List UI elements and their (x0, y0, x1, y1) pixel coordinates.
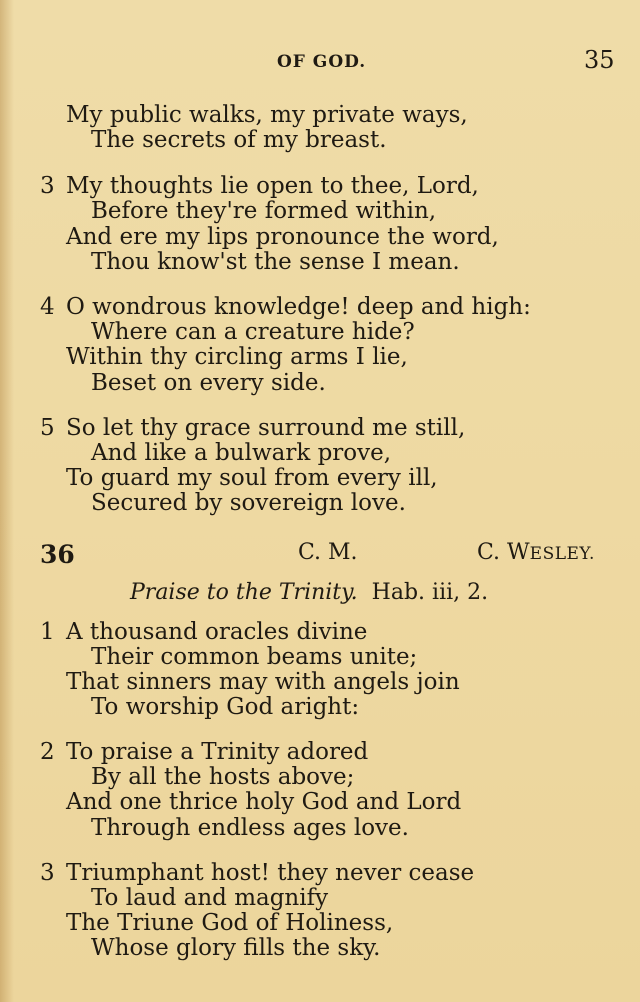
stanza-line: To praise a Trinity adored (66, 739, 369, 765)
stanza-line: Where can a creature hide? (91, 319, 415, 345)
stanza-line: Their common beams unite; (91, 644, 418, 670)
stanza-line: To guard my soul from every ill, (66, 465, 438, 491)
stanza-line: And like a bulwark prove, (91, 440, 392, 466)
hymn-author (477, 540, 595, 565)
stanza-number: 3 (40, 173, 55, 199)
stanza-number: 4 (40, 294, 55, 320)
stanza-line: By all the hosts above; (91, 764, 355, 790)
hymn-number: 36 (40, 540, 75, 569)
author-surname-rest: ESLEY. (529, 544, 595, 564)
stanza-line: My thoughts lie open to thee, Lord, (66, 173, 479, 199)
author-initial: C. W (477, 540, 530, 565)
stanza-line: And one thrice holy God and Lord (66, 789, 462, 815)
stanza-line: Whose glory fills the sky. (91, 935, 381, 961)
stanza-number: 1 (40, 619, 55, 645)
hymn-meter: C. M. (298, 540, 358, 565)
stanza-line: O wondrous knowledge! deep and high: (66, 294, 531, 320)
stanza-line: The secrets of my breast. (91, 127, 387, 153)
stanza-line: Before they're formed within, (91, 198, 437, 224)
stanza-number: 3 (40, 860, 55, 886)
stanza-line: A thousand oracles divine (66, 619, 368, 645)
stanza-line: The Triune God of Holiness, (66, 910, 394, 936)
hymn-title: Praise to the Trinity. (130, 580, 358, 605)
stanza-number: 2 (40, 739, 55, 765)
stanza-number: 5 (40, 415, 55, 441)
stanza-line: Secured by sovereign love. (91, 490, 406, 516)
running-head: OF GOD. (277, 52, 367, 72)
stanza-line: To laud and magnify (91, 885, 329, 911)
stanza-line: Thou know'st the sense I mean. (91, 249, 460, 275)
hymn-title-line (130, 580, 488, 605)
stanza-line: My public walks, my private ways, (66, 102, 468, 128)
stanza-line: Within thy circling arms I lie, (66, 344, 408, 370)
scripture-reference: Hab. iii, 2. (371, 580, 489, 605)
stanza-line: To worship God aright: (91, 694, 360, 720)
stanza-line: So let thy grace surround me still, (66, 415, 466, 441)
stanza-line: And ere my lips pronounce the word, (66, 224, 499, 250)
stanza-line: Triumphant host! they never cease (66, 860, 475, 886)
stanza-line: Through endless ages love. (91, 815, 409, 841)
stanza-line: That sinners may with angels join (66, 669, 460, 695)
page-number: 35 (584, 46, 615, 74)
stanza-line: Beset on every side. (91, 370, 326, 396)
